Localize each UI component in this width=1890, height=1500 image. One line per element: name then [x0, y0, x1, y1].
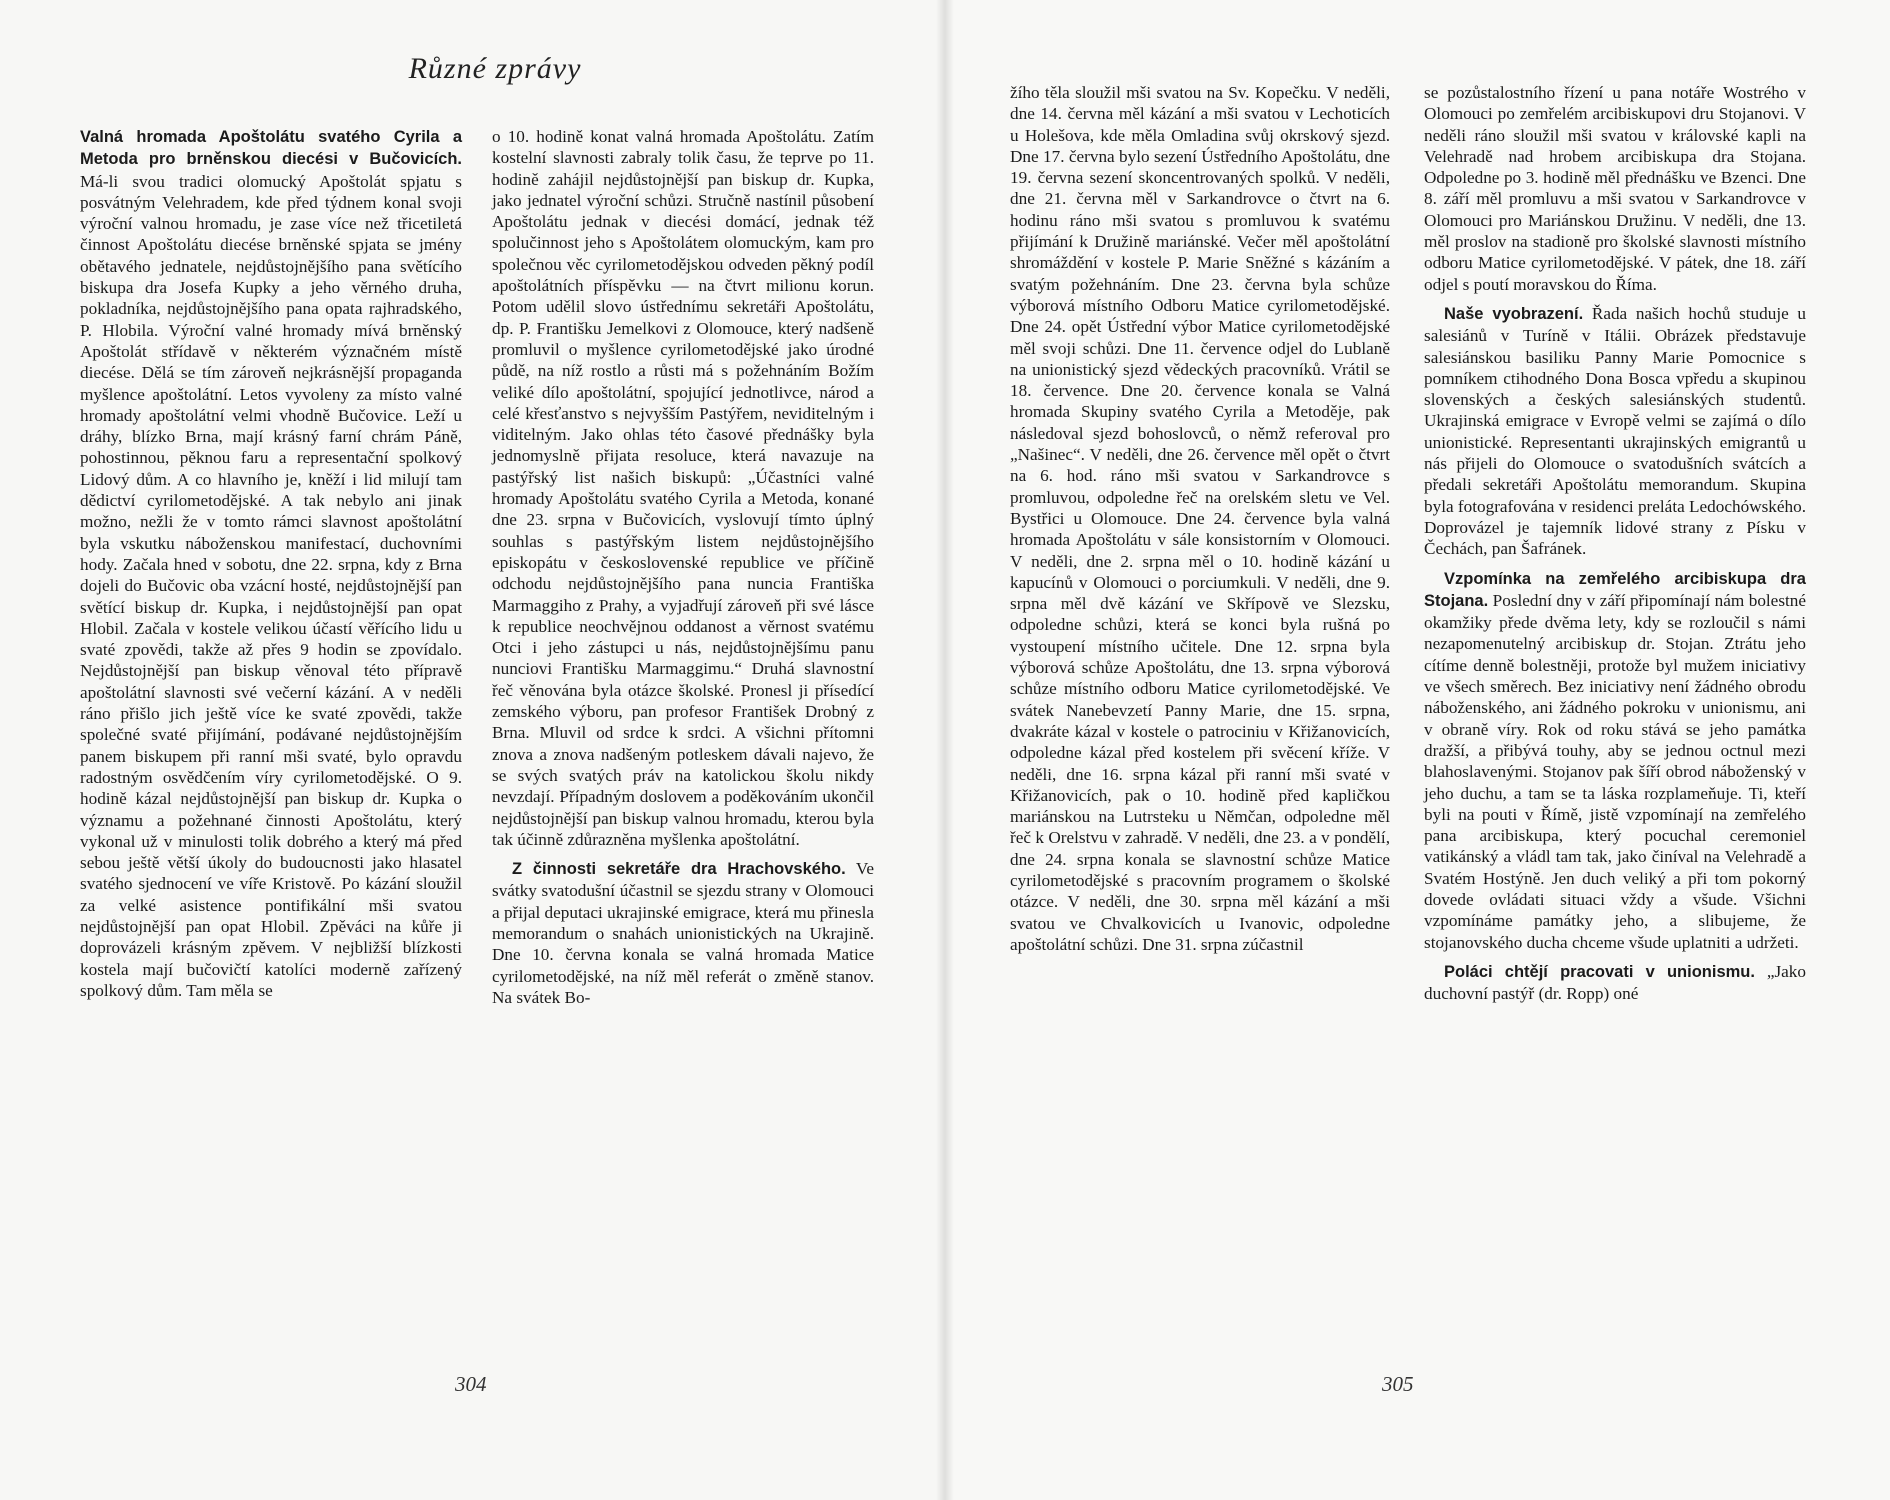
article-heading: Vzpomínka na zemřelého arcibiskupa dra Stojana. [1424, 569, 1806, 610]
article-polaci-unionismus [1424, 961, 1806, 1005]
column-2 [492, 126, 874, 1016]
article-vzpominka-stojan [1424, 568, 1806, 953]
article-nase-vyobrazeni [1424, 303, 1806, 560]
article-continuation: se pozůstalostního řízení u pana notáře Wostrého v Olomouci po zemřelém arcibiskupovi dru Stojanovi. V neděli ráno sloužil mši svatou v královské kapli na Velehradě nad hrobem arcibiskupa dra Stojana. Odpoledne po 3. hodině měl přednášku ve Bzenci. Dne 8. září měl promluvu a mši svatou v Sarkandrovce v Olomouci pro Mariánskou Družinu. V neděli, dne 13. měl proslov na stadioně pro školské slavnosti místního odboru Matice cyrilometodějské. V pátek, dne 18. září odjel s poutí moravskou do Říma. [1424, 83, 1806, 294]
column-1 [80, 126, 462, 1009]
section-title: Různé zprávy [408, 52, 582, 85]
right-page [945, 0, 1890, 1500]
article-heading: Z činnosti sekretáře dra Hrachovského. [512, 860, 846, 879]
gutter-shadow [936, 0, 954, 1500]
article-continuation: žího těla sloužil mši svatou na Sv. Kopečku. V neděli, dne 14. června měl kázání a mši svatou v Lechoticích u Holešova, kde měla Omladina svůj okrskový sjezd. Dne 17. června bylo sezení Ústředního Apoštolátu, dne 19. června sezení skoncentrovaných spolků. V neděli, dne 21. června měl v Sarkandrovce o čtvrt na 6. hodinu ráno mši svatou s promluvou k svatému přijímání k Družině mariánské. Večer měl apoštolátní shromáždění v kostele P. Marie Sněžné s kázáním a svatým požehnáním. Dne 23. června byla schůze výborová místního Odboru Matice cyrilometodějské. Dne 24. opět Ústřední výbor Matice cyrilometodějské měl svoji schůzi. Dne 11. července odjel do Lublaně na unionistický sjezd vědeckých pracovníků. Vrátil se 18. července. Dne 20. července konala se Valná hromada Skupiny svatého Cyrila a Metoděje, pak následoval sjezd bohoslovců, o němž referoval pro „Našinec“. V neděli, dne 26. července měl opět o čtvrt na 6. hod. ráno mši svatou v Sarkandrovce s promluvou, odpoledne řeč na orelském sletu ve Vel. Bystřici u Olomouce. Dne 24. července byla valná hromada Apoštolátu v sále konsistorním v Olomouci. V neděli, dne 2. srpna měl o 10. hodině kázání u kapucínů v Olomouci o porciumkuli. V neděli, dne 9. srpna měl dvě kázání ve Skřípově ve Slezsku, odpoledne schůzi, která se konci byla rušná po vystoupení místního učitele. Dne 12. srpna byla výborová schůze Apoštolátu, dne 13. srpna výborová schůze místního odboru Matice cyrilometodějské. Ve svátek Nanebevzetí Panny Marie, dne 15. srpna, dvakráte kázal v kostele o patrociniu v Křižanovicích, odpoledne kázal před kostelem při svěcení kříže. V neděli, dne 16. srpna kázal při ranní mši svaté v Křižanovicích, pak o 10. hodině před kapličkou mariánskou na Lutrsteku u Němčan, odpoledne měl řeč k Orelstvu v zahradě. V neděli, dne 23. a v pondělí, dne 24. srpna konala se slavnostní schůze Matice cyrilometodějské s pracovním programem o školské otázce. V neděli, dne 30. srpna měl kázání a mši svatou ve Chvalkovicích u Ivanovic, odpoledne apoštolátní schůzi. Dne 31. srpna zúčastnil [1010, 83, 1390, 954]
article-body: „Jako duchovní pastýř (dr. Ropp) oné [1424, 961, 1806, 1004]
column-3 [1010, 82, 1390, 963]
column-4 [1424, 82, 1806, 1012]
article-apostolat-bucovice [80, 126, 462, 1001]
article-body: Ve svátky svatodušní účastnil se sjezdu strany v Olomouci a přijal deputaci ukrajinské emigrace, která mu přinesla memorandum o snahách unionistických na Ukrajině. Dne 10. června konala se valná hromada Matice cyrilometodějské, na níž měl referát o změně stanov. Na svátek Bo- [492, 859, 874, 1007]
article-body: Řada našich hochů studuje u salesiánů v Turíně v Itálii. Obrázek představuje salesiánskou basiliku Panny Marie Pomocnice s pomníkem ctihodného Dona Bosca vpředu a skupinou slovenských a českých salesiánských studentů. Ukrajinská emigrace v Evropě velmi se zajímá o dílo unionistické. Representanti ukrajinských emigrantů u nás přijeli do Olomouce o svatodušních svátcích a předali sekretáři Apoštolátu memorandum. Skupina byla fotografována v residenci preláta Ledochówského. Doprovázel je tajemník lidové strany z Písku v Čechách, pan Šafránek. [1424, 303, 1806, 559]
article-heading: Poláci chtějí pracovati v unionismu. [1444, 962, 1755, 981]
article-heading: Naše vyobrazení. [1444, 304, 1584, 323]
page-number-right: 305 [1382, 1372, 1414, 1396]
article-continuation: o 10. hodině konat valná hromada Apoštolátu. Zatím kostelní slavnosti zabraly tolik času, že teprve po 11. hodině zahájil nejdůstojnější pan biskup dr. Kupka, jako jednatel výroční schůzi. Stručně nastínil působení Apoštolátu jednak v diecési domácí, jednak též spolučinnost jeho s Apoštolátem olomuckým, kam pro společnou věc cyrilometodějskou odveden pěkný podíl apoštolátních příspěvku — na čtvrt milionu korun. Potom udělil slovo ústřednímu sekretáři Apoštolátu, dp. P. Františku Jemelkovi z Olomouce, který nadšeně promluvil o myšlence cyrilometodějské jako úrodné půdě, na níž rostlo a růsti má s požehnáním Božím veliké dílo apoštolátní, spojující jednotlivce, národ a celé křesťanstvo s nejvyšším Pastýřem, neviditelným i viditelným. Jako ohlas této časové přednášky byla jednomyslně přijata resoluce, která navazuje na pastýřský list našich biskupů: „Účastníci valné hromady Apoštolátu svatého Cyrila a Metoda, konané dne 23. srpna v Bučovicích, vyslovují tímto úplný souhlas s pastýřským listem nejdůstojnějšího episkopátu v československé republice ve příčině odchodu nejdůstojnějšího pana nuncia Františka Marmaggiho z Prahy, a vyjadřují zároveň při své lásce k republice neochvějnou oddanost a věrnost svatému Otci i jeho zástupci u nás, nejdůstojnějšímu panu nunciovi Františku Marmaggimu.“ Druhá slavnostní řeč věnována byla otázce školské. Pronesl ji přísedící zemského výboru, pan profesor František Drobný z Brna. Mluvil od srdce k srdci. A všichni přítomni znova a znova nadšeným potleskem dávali najevo, že se svých svatých práv na katolickou školu nikdy nevzdají. Případným doslovem a poděkováním ukončil nejdůstojnější pan biskup valnou hromadu, kterou byla tak účinně zdůrazněna myšlenka apoštolátní. [492, 127, 874, 849]
article-heading: Valná hromada Apoštolátu svatého Cyrila a Metoda pro brněnskou diecési v Bučovicích. [80, 128, 462, 169]
article-hrachovsky [492, 858, 874, 1008]
page-number-left: 304 [455, 1372, 487, 1396]
article-body: Má-li svou tradici olomucký Apoštolát spjatu s posvátným Velehradem, kde před týdnem konal svoji výroční valnou hromadu, je zase více než třicetiletá činnost Apoštolátu diecése brněnské spjata se jmény obětavého jednatele, nejdůstojnějšího pana světícího biskupa dra Josefa Kupky a jeho věrného druha, pokladníka, nejdůstojnějšího pana opata rajhradského, P. Hlobila. Výroční valné hromady mívá brněnský Apoštolát střídavě v některém význačném místě diecése. Dělá se tím zároveň nejkrásnější propaganda myšlence apoštolátní. Letos vyvoleny za místo valné hromady apoštolátní velmi vhodně Bučovice. Leží u dráhy, blízko Brna, mají krásný farní chrám Páně, pohostinnou, pěknou faru a representační spolkový Lidový dům. A co hlavního je, kněží i lid milují tam dědictví cyrilometodějské. A tak nebylo ani jinak možno, nežli že v tomto rámci slavnost apoštolátní byla vskutku náboženskou manifestací, duchovními hody. Začala hned v sobotu, dne 22. srpna, kdy z Brna dojeli do Bučovic oba vzácní hosté, nejdůstojnější pan světící biskup dr. Kupka, i nejdůstojnější pan opat Hlobil. Začala v kostele velikou účastí věřícího lidu u svaté zpovědi, takže až přes 9 hodin se zpovídalo. Nejdůstojnější pan biskup věnoval této přípravě apoštolátní slavnosti své večerní kázání. A v neděli ráno přišlo jich ještě více ke svaté zpovědi, takže společné svaté přijímání, podávané nejdůstojnějším panem biskupem při ranní mši svaté, bylo opravdu radostným osvědčením víry cyrilometodějské. O 9. hodině kázal nejdůstojnější pan biskup dr. Kupka o významu a požehnané činnosti Apoštolátu, který vykonal už v minulosti tolik dobrého a který má před sebou ještě větší úkoly do budoucnosti jako hlasatel svatého sjednocení ve víře Kristově. Po kázání sloužil za velké asistence pontifikální mši svatou nejdůstojnější pan opat Hlobil. Zpěváci na kůře ji doprovázeli krásným zpěvem. V nejbližší blízkosti kostela mají bučovičtí katolíci moderně zařízený spolkový dům. Tam měla se [80, 171, 462, 1000]
article-body: Poslední dny v září připomínají nám bolestné okamžiky přede dvěma lety, kdy se rozloučil s námi nezapomenutelný arcibiskup dr. Stojan. Ztrátu jeho cítíme denně bolestněji, protože byl mužem iniciativy ve všech směrech. Bez iniciativy není žádného obrodu náboženského, ani žádného pokroku v unionismu, ani v obraně víry. Rok od roku stává se jeho památka dražší, a přibývá touhy, aby se jednou octnul mezi blahoslavenými. Stojanov pak šíří obrod náboženský v jeho duchu, a tam se ta láska rozplameňuje. Ti, kteří byli na pouti v Římě, jistě vzpomínají na zemřelého pana arcibiskupa, který pocuchal ceremoniel vatikánský a vládl tam tak, jako činíval na Velehradě a Svatém Hostýně. Jen duch veliký a při tom pokorný dovede ovládati situaci vždy a všude. Všichni vzpomínáme památky jeho, a slibujeme, že stojanovského ducha chceme všude uplatniti a udržeti. [1424, 590, 1806, 952]
